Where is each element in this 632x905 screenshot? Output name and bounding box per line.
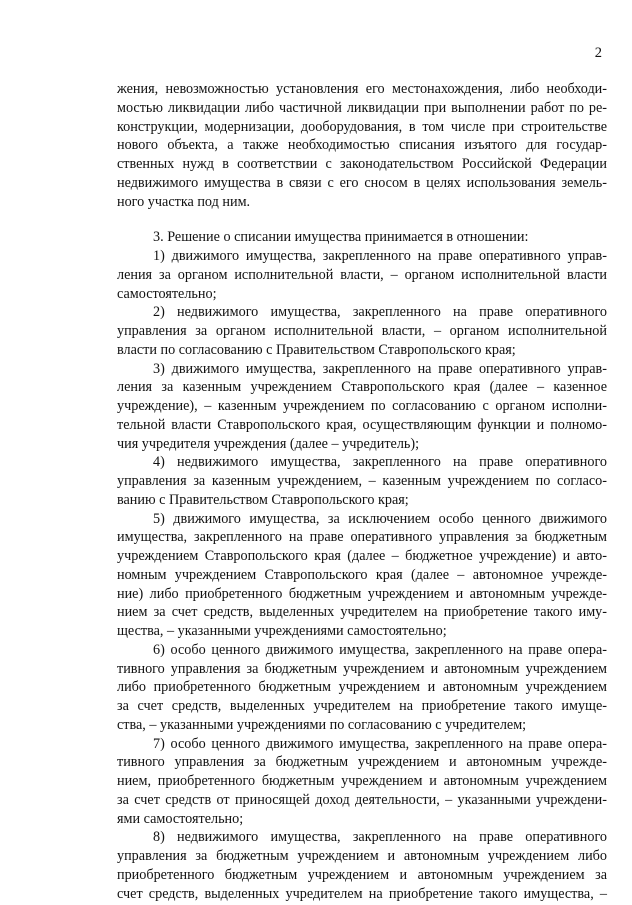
text-line: ванию с Правительством Ставропольского края;: [117, 491, 409, 508]
list-item: [117, 453, 607, 509]
text-line: ями самостоятельно;: [117, 810, 244, 827]
text-line: 6) особо ценного движимого имущества, закрепленного на праве опера-: [153, 641, 607, 658]
text-line: за счет средств, выделенных учредителем на приобретение такого имуще-: [117, 698, 607, 714]
text-line: 2) недвижимого имущества, закрепленного на праве оперативного: [153, 304, 607, 321]
text-line: приобретенного бюджетным учреждением и автономным учреждением за: [117, 866, 607, 883]
text-line: ние) либо приобретенного бюджетным учреждением и автономным учрежде-: [117, 585, 607, 602]
page-number: 2: [594, 45, 602, 61]
text-line: 4) недвижимого имущества, закрепленного на праве оперативного: [153, 454, 607, 471]
list-item: [117, 303, 607, 359]
text-line: управления за органом исполнительной власти, – органом исполнительной: [117, 323, 607, 339]
text-line: ства, – указанными учреждениями по согласованию с учредителем;: [117, 716, 527, 733]
list-item: [117, 360, 607, 454]
text-line: ления за органом исполнительной власти, – органом исполнительной власти: [117, 266, 607, 283]
text-line: конструкции, модернизации, дооборудования, в том числе при строительстве: [117, 118, 607, 135]
text-line: управления за бюджетным учреждением и автономным учреждением либо: [117, 848, 607, 864]
text-line: 3) движимого имущества, закрепленного на праве оперативного управ-: [153, 360, 607, 377]
text-line: нием, приобретенного бюджетным учреждением и автономным учреждением: [117, 773, 607, 789]
paragraph-continuation: [117, 80, 607, 211]
text-line: 7) особо ценного движимого имущества, закрепленного на праве опера-: [153, 735, 607, 752]
list-item: [117, 247, 607, 303]
text-line: учреждение), – казенным учреждением по согласованию с органом исполни-: [117, 398, 607, 414]
section-heading: 3. Решение о списании имущества принимается в отношении:: [153, 229, 529, 246]
text-line: ления за казенным учреждением Ставропольского края (далее – казенное: [117, 379, 607, 396]
text-line: за счет средств от приносящей доход деятельности, – указанными учреждени-: [117, 791, 607, 808]
text-line: имущества, закрепленного на праве оперативного управления за бюджетным: [117, 529, 607, 546]
text-line: ного участка под ним.: [117, 193, 251, 210]
text-line: недвижимого имущества в связи с его сносом в целях использования земель-: [117, 174, 607, 191]
text-line: 1) движимого имущества, закрепленного на праве оперативного управ-: [153, 248, 607, 264]
text-line: либо приобретенного бюджетным учреждением и автономным учреждением: [117, 679, 607, 696]
text-line: счет средств, выделенных учредителем на приобретение такого имущества, –: [117, 885, 607, 902]
text-line: номным учреждением Ставропольского края (далее – автономное учрежде-: [117, 566, 607, 583]
text-line: ственных нужд в соответствии с законодательством Российской Федерации: [117, 156, 607, 172]
document-body: [117, 80, 607, 903]
text-line: жения, невозможностью установления его местонахождения, либо необходи-: [117, 81, 607, 97]
text-line: нового объекта, а также необходимостью списания изъятого для государ-: [117, 137, 607, 154]
list-item: [117, 510, 607, 641]
list-item: [117, 641, 607, 735]
text-line: щества, – указанными учреждениями самостоятельно;: [117, 623, 447, 639]
text-line: тельной власти Ставропольского края, осуществляющим функции и полномо-: [117, 416, 607, 433]
text-line: 5) движимого имущества, за исключением особо ценного движимого: [153, 510, 607, 527]
paragraph-gap: [117, 211, 607, 228]
text-line: тивного управления за бюджетным учреждением и автономным учреждением: [117, 660, 607, 677]
text-line: учреждением Ставропольского края (далее – бюджетное учреждение) и авто-: [117, 548, 607, 564]
text-line: власти по согласованию с Правительством Ставропольского края;: [117, 341, 516, 358]
list-item: [117, 828, 607, 903]
text-line: нием за счет средств, выделенных учредителем на приобретение такого иму-: [117, 604, 607, 621]
text-line: самостоятельно;: [117, 285, 217, 302]
text-line: управления за казенным учреждением, – казенным учреждением по согласо-: [117, 473, 607, 489]
list-item: [117, 735, 607, 829]
text-line: мостью ликвидации либо частичной ликвидации при выполнении работ по ре-: [117, 99, 607, 116]
text-line: тивного управления за бюджетным учреждением и автономным учрежде-: [117, 754, 607, 771]
text-line: чия учредителя учреждения (далее – учредитель);: [117, 435, 420, 452]
text-line: 8) недвижимого имущества, закрепленного на праве оперативного: [153, 829, 607, 846]
